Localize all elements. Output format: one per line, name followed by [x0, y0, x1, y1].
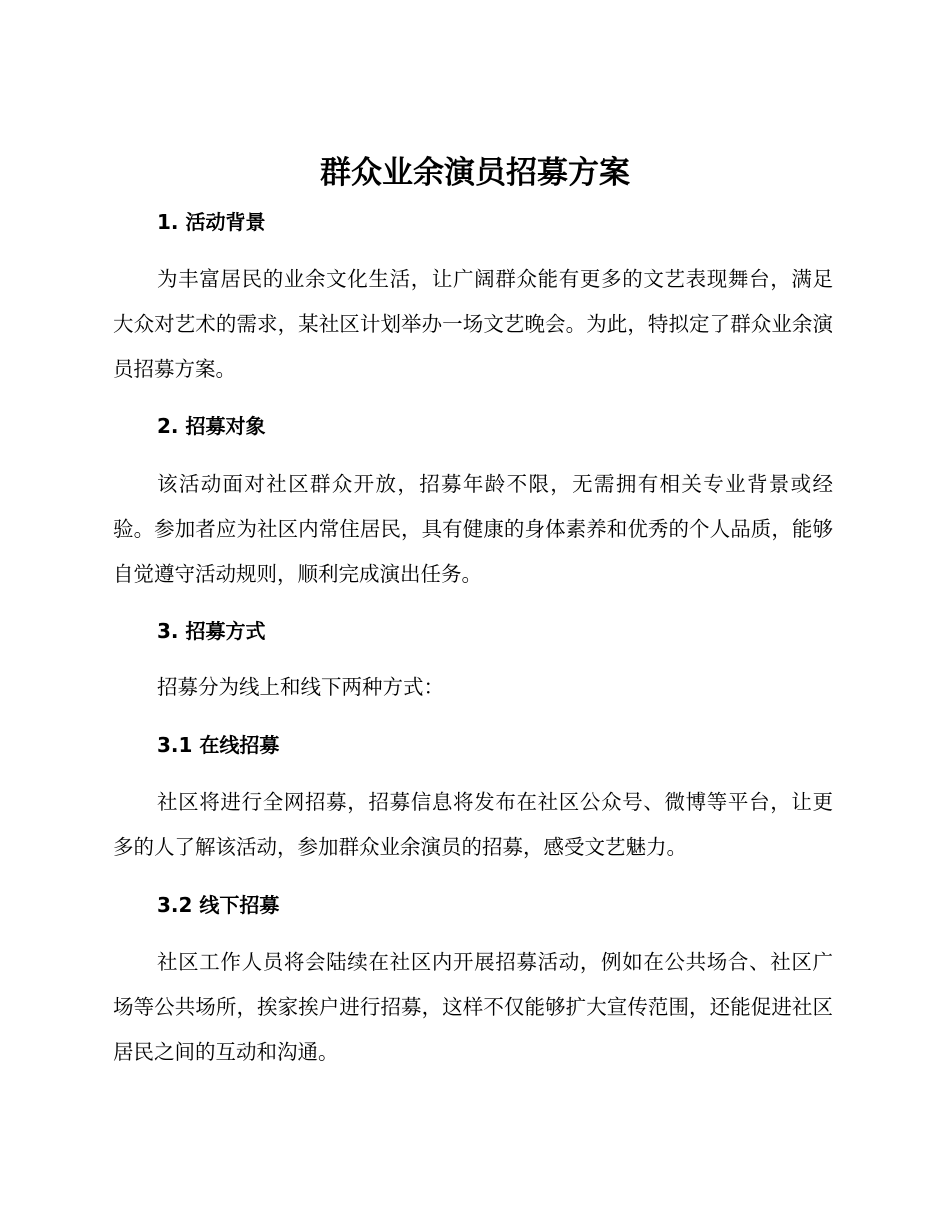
section-heading-activity-background: 1. 活动背景: [157, 210, 266, 234]
section-heading-recruitment-methods: 3. 招募方式: [157, 619, 266, 643]
section-paragraph-recruitment-methods: 招募分为线上和线下两种方式：: [157, 675, 444, 699]
section-paragraph-offline-recruitment: 社区工作人员将会陆续在社区内开展招募活动，例如在公共场合、社区广场等公共场所，挨家挨户进行招募，这样不仅能够扩大宣传范围，还能促进社区居民之间的互动和沟通。: [113, 950, 833, 1064]
section-heading-offline-recruitment: 3.2 线下招募: [157, 893, 280, 917]
section-paragraph-online-recruitment: 社区将进行全网招募，招募信息将发布在社区公众号、微博等平台，让更多的人了解该活动，参加群众业余演员的招募，感受文艺魅力。: [113, 790, 833, 859]
section-paragraph-activity-background: 为丰富居民的业余文化生活，让广阔群众能有更多的文艺表现舞台，满足大众对艺术的需求，某社区计划举办一场文艺晚会。为此，特拟定了群众业余演员招募方案。: [113, 267, 833, 381]
section-paragraph-recruitment-target: 该活动面对社区群众开放，招募年龄不限，无需拥有相关专业背景或经验。参加者应为社区内常住居民，具有健康的身体素养和优秀的个人品质，能够自觉遵守活动规则，顺利完成演出任务。: [113, 472, 833, 586]
section-heading-online-recruitment: 3.1 在线招募: [157, 733, 280, 757]
document-title: 群众业余演员招募方案: [320, 155, 630, 191]
section-heading-recruitment-target: 2. 招募对象: [157, 414, 266, 438]
